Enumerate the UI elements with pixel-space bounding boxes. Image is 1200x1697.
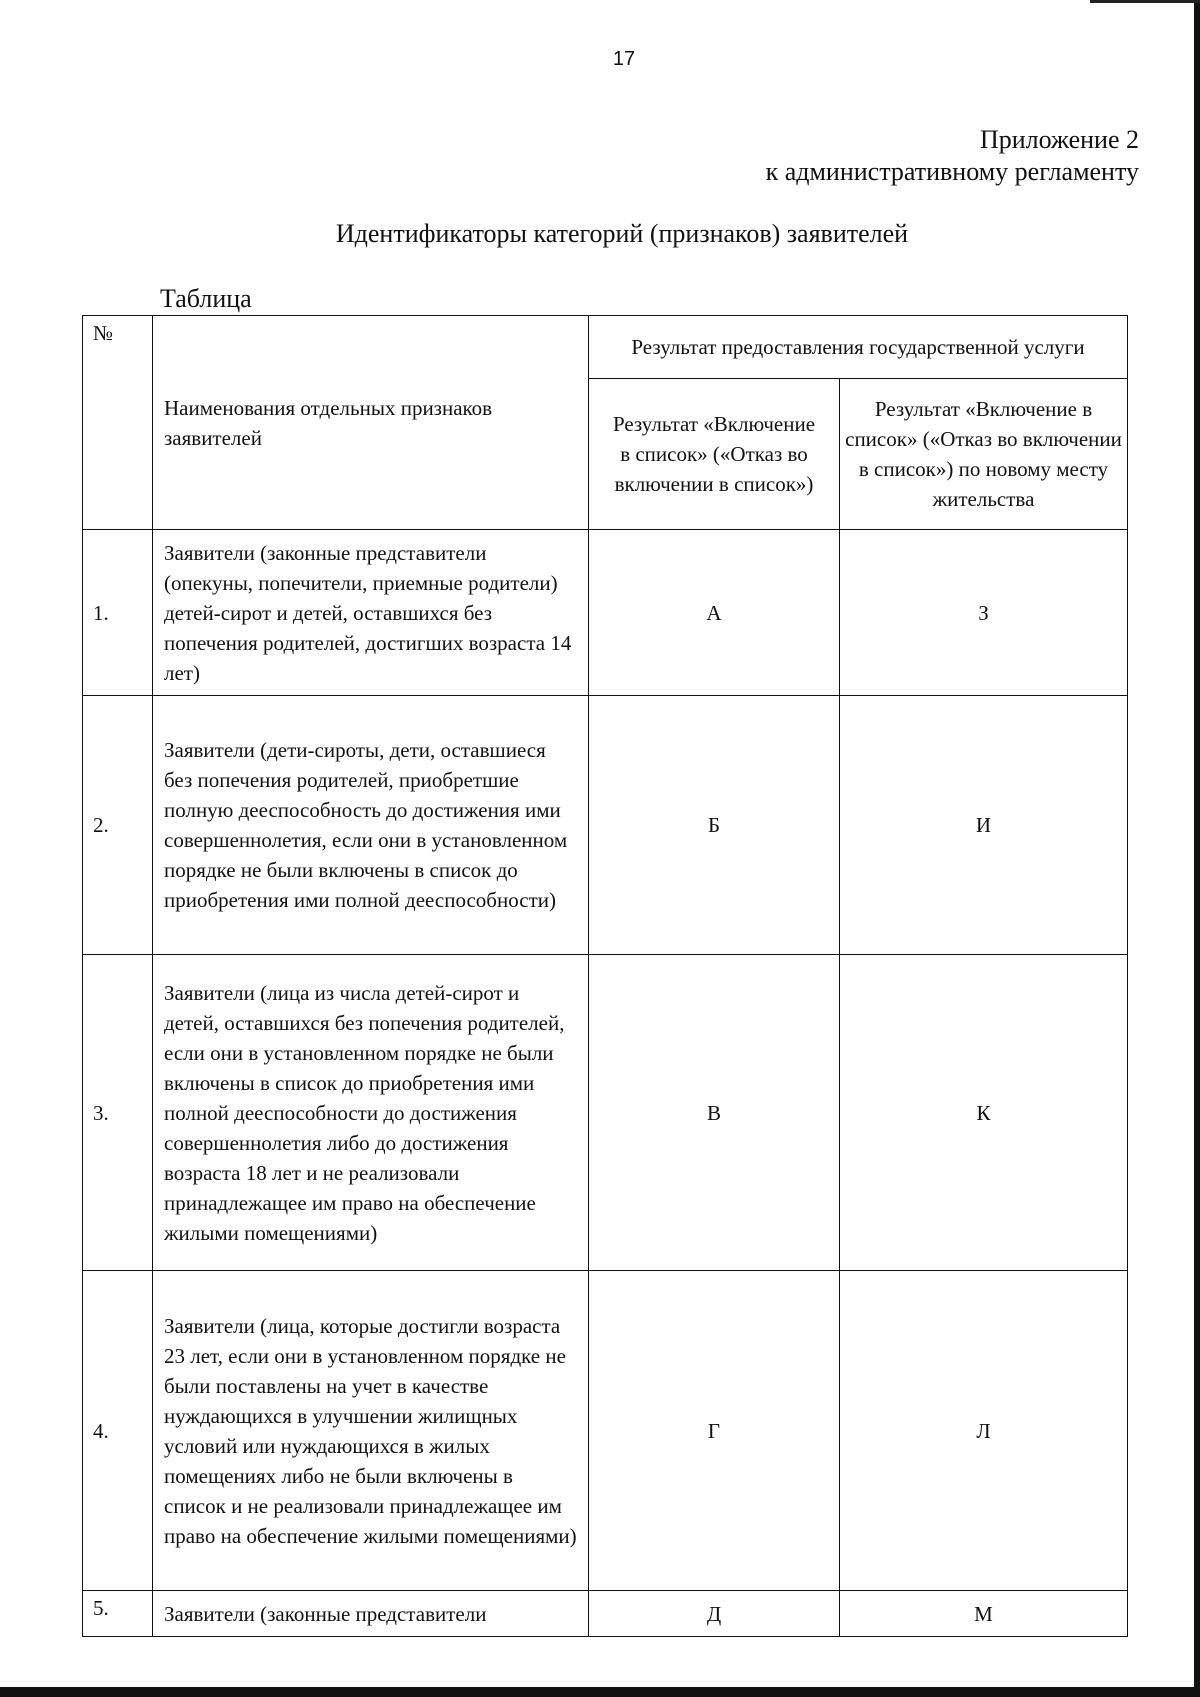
row-description-cell <box>153 1271 589 1591</box>
header-result-group: Результат предоставления государственной услуги <box>631 335 1085 359</box>
header-result-2-cell <box>840 379 1128 530</box>
row-result-2-cell <box>840 955 1128 1271</box>
row-result-1: Д <box>706 1601 722 1626</box>
row-result-1: В <box>706 1100 721 1125</box>
row-result-2-cell <box>840 1271 1128 1591</box>
header-number-cell <box>83 316 153 530</box>
row-number-cell <box>83 955 153 1271</box>
row-result-2: К <box>976 1100 991 1125</box>
row-description: Заявители (лица из числа детей-сирот и детей, оставшихся без попечения родителей, если они в установленном порядке не были включены в список до приобретения ими полной дееспособности до достижения совершеннолетия либо до достижения возраста 18 лет и не реализовали принадлежащее им право на обеспечение жилыми помещениями) <box>164 980 565 1245</box>
header-result-1: Результат «Включение в список» («Отказ во включении в список») <box>612 412 816 496</box>
row-description-cell <box>153 955 589 1271</box>
scan-edge-top <box>1090 0 1200 3</box>
document-title: Идентификаторы категорий (признаков) заявителей <box>335 219 909 248</box>
table-row <box>83 696 1128 955</box>
row-result-2-cell <box>840 530 1128 696</box>
row-result-1-cell <box>589 1271 840 1591</box>
row-description: Заявители (законные представители <box>164 1601 487 1626</box>
row-description-cell <box>153 696 589 955</box>
row-result-1-cell <box>589 1591 840 1637</box>
row-result-2-cell <box>840 1591 1128 1637</box>
header-number: № <box>93 321 114 345</box>
row-description: Заявители (лица, которые достигли возраста 23 лет, если они в установленном порядке не были поставлены на учет в качестве нуждающихся в улучшении жилищных условий или нуждающихся в жилых помещениях либо не были включены в список и не реализовали принадлежащее им право на обеспечение жилыми помещениями) <box>164 1313 577 1548</box>
table-row <box>83 530 1128 696</box>
table-header-row-1 <box>83 316 1128 379</box>
row-number: 3. <box>93 1100 109 1125</box>
row-result-1-cell <box>589 530 840 696</box>
row-result-1: Г <box>707 1418 721 1443</box>
row-number: 1. <box>93 600 109 625</box>
row-number: 5. <box>93 1596 109 1620</box>
row-number: 2. <box>93 813 109 837</box>
appendix-header <box>766 124 1139 188</box>
row-result-2: З <box>978 600 989 625</box>
table-row <box>83 1271 1128 1591</box>
scan-edge-right <box>1194 0 1200 1697</box>
table-row <box>83 1591 1128 1637</box>
row-description: Заявители (законные представители (опекуны, попечители, приемные родители) детей-сирот и детей, оставшихся без попечения родителей, достигших возраста 14 лет) <box>164 540 572 685</box>
row-number-cell <box>83 1271 153 1591</box>
row-number: 4. <box>93 1418 109 1443</box>
row-result-2: М <box>974 1601 993 1626</box>
header-result-2: Результат «Включение в список» («Отказ во включении в список») по новому месту жительства <box>845 397 1122 511</box>
row-result-2: И <box>975 813 992 837</box>
row-result-2-cell <box>840 696 1128 955</box>
header-result-group-cell <box>589 316 1128 379</box>
table-row <box>83 955 1128 1271</box>
page-number: 17 <box>612 48 636 70</box>
appendix-line-1: Приложение 2 <box>979 125 1139 154</box>
row-number-cell <box>83 530 153 696</box>
header-result-1-cell <box>589 379 840 530</box>
row-number-cell <box>83 696 153 955</box>
row-description-cell <box>153 530 589 696</box>
header-name-cell <box>153 316 589 530</box>
row-result-1-cell <box>589 955 840 1271</box>
row-description-cell <box>153 1591 589 1637</box>
row-result-1: А <box>706 600 722 625</box>
appendix-line-2: к административному регламенту <box>765 157 1139 186</box>
row-number-cell <box>83 1591 153 1637</box>
scan-edge-bottom <box>0 1687 1200 1697</box>
row-result-2: Л <box>976 1418 991 1443</box>
row-result-1-cell <box>589 696 840 955</box>
table-label: Таблица <box>160 284 252 313</box>
applicant-categories-table <box>82 315 1128 1637</box>
row-description: Заявители (дети-сироты, дети, оставшиеся без попечения родителей, приобретшие полную дееспособность до достижения ими совершеннолетия, если они в установленном порядке не были включены в список до приобретения ими полной дееспособности) <box>164 738 568 912</box>
row-result-1: Б <box>707 813 721 837</box>
header-name: Наименования отдельных признаков заявителей <box>164 395 493 450</box>
